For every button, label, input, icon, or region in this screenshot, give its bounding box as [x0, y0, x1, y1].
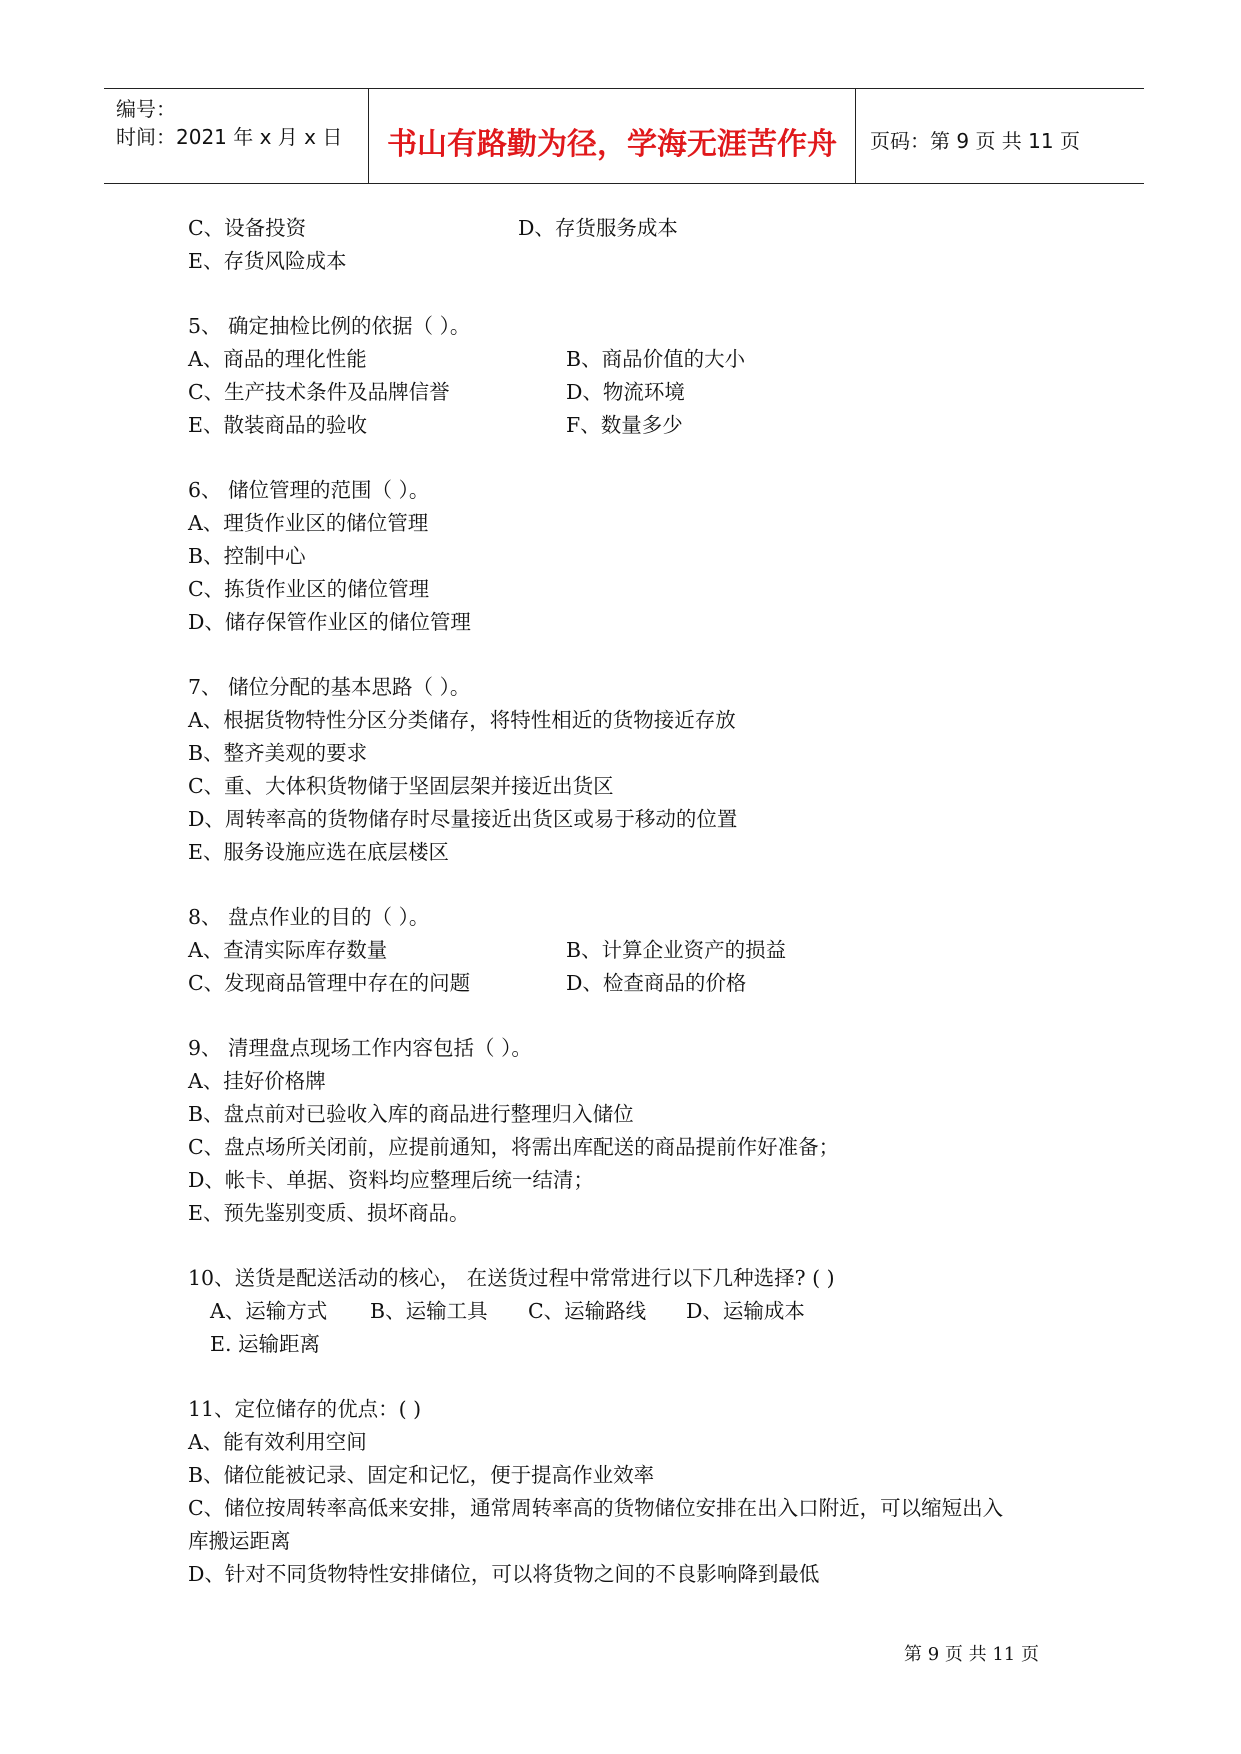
q8-row-cd — [188, 967, 1088, 1000]
q9-option-c: C、盘点场所关闭前，应提前通知，将需出库配送的商品提前作好准备； — [188, 1135, 840, 1159]
q6-option-a: A、理货作业区的储位管理 — [188, 511, 429, 535]
q8-option-d: D、检查商品的价格 — [566, 971, 747, 995]
header-right-cell — [856, 89, 1144, 183]
q10-option-e: E. 运输距离 — [210, 1332, 320, 1356]
q6-option-d: D、储存保管作业区的储位管理 — [188, 610, 471, 634]
q9-option-e: E、预先鉴别变质、损坏商品。 — [188, 1201, 470, 1225]
q8-option-c: C、发现商品管理中存在的问题 — [188, 971, 471, 995]
q9-stem: 9、 清理盘点现场工作内容包括（ ）。 — [188, 1036, 532, 1060]
q10-option-c: C、运输路线 — [528, 1299, 647, 1323]
page-footer-number: 第 9 页 共 11 页 — [904, 1644, 1039, 1665]
q7-option-c: C、重、大体积货物储于坚固层架并接近出货区 — [188, 774, 614, 798]
time-label: 时间：2021 年 x 月 x 日 — [116, 125, 343, 149]
q8-stem: 8、 盘点作业的目的（ ）。 — [188, 905, 430, 929]
q7-option-a: A、根据货物特性分区分类储存，将特性相近的货物接近存放 — [188, 708, 736, 732]
header-left-cell — [104, 89, 368, 183]
q11-stem: 11、定位储存的优点：( ) — [188, 1397, 422, 1421]
q5-row-cd — [188, 376, 1088, 409]
header-page-number: 页码：第 9 页 共 11 页 — [870, 129, 1080, 153]
q8-option-a: A、查清实际库存数量 — [188, 938, 388, 962]
q11-option-d: D、针对不同货物特性安排储位，可以将货物之间的不良影响降到最低 — [188, 1562, 820, 1586]
q7-stem: 7、 储位分配的基本思路（ ）。 — [188, 675, 471, 699]
q11-option-c-line1: C、储位按周转率高低来安排，通常周转率高的货物储位安排在出入口附近，可以缩短出入 — [188, 1496, 1004, 1520]
q5-option-f: F、数量多少 — [566, 413, 683, 437]
q7-option-d: D、周转率高的货物储存时尽量接近出货区或易于移动的位置 — [188, 807, 738, 831]
q10-stem: 10、送货是配送活动的核心， 在送货过程中常常进行以下几种选择? ( ) — [188, 1266, 835, 1290]
q5-row-ef — [188, 409, 1088, 442]
page-header — [104, 88, 1144, 184]
q9-option-b: B、盘点前对已验收入库的商品进行整理归入储位 — [188, 1102, 634, 1126]
q10-option-a: A、运输方式 — [210, 1299, 328, 1323]
q4-row-cd — [188, 212, 1088, 245]
q4-option-e: E、存货风险成本 — [188, 249, 347, 273]
q7-option-e: E、服务设施应选在底层楼区 — [188, 840, 449, 864]
q8-row-ab — [188, 934, 1088, 967]
q6-stem: 6、 储位管理的范围（ ）。 — [188, 478, 430, 502]
q5-option-c: C、生产技术条件及品牌信誉 — [188, 380, 450, 404]
q6-option-c: C、拣货作业区的储位管理 — [188, 577, 430, 601]
q6-option-b: B、控制中心 — [188, 544, 306, 568]
q5-option-e: E、散装商品的验收 — [188, 413, 367, 437]
q7-option-b: B、整齐美观的要求 — [188, 741, 368, 765]
q5-option-a: A、商品的理化性能 — [188, 347, 367, 371]
q9-option-a: A、挂好价格牌 — [188, 1069, 326, 1093]
q11-option-b: B、储位能被记录、固定和记忆，便于提高作业效率 — [188, 1463, 655, 1487]
q11-option-c-line2: 库搬运距离 — [188, 1529, 291, 1553]
q11-option-a: A、能有效利用空间 — [188, 1430, 367, 1454]
document-body — [188, 212, 1088, 1591]
q5-row-ab — [188, 343, 1088, 376]
q9-option-d: D、帐卡、单据、资料均应整理后统一结清； — [188, 1168, 594, 1192]
q4-option-c: C、设备投资 — [188, 216, 307, 240]
q5-option-d: D、物流环境 — [566, 380, 685, 404]
serial-number-label: 编号： — [116, 97, 176, 121]
q5-stem: 5、 确定抽检比例的依据（ ）。 — [188, 314, 471, 338]
q10-option-d: D、运输成本 — [686, 1299, 805, 1323]
q4-option-d: D、存货服务成本 — [518, 216, 678, 240]
q10-row-abcd — [188, 1295, 1088, 1328]
header-motto: 书山有路勤为径，学海无涯苦作舟 — [387, 127, 837, 162]
header-motto-cell — [368, 89, 856, 183]
q10-option-b: B、运输工具 — [370, 1299, 488, 1323]
q5-option-b: B、商品价值的大小 — [566, 347, 746, 371]
q8-option-b: B、计算企业资产的损益 — [566, 938, 787, 962]
